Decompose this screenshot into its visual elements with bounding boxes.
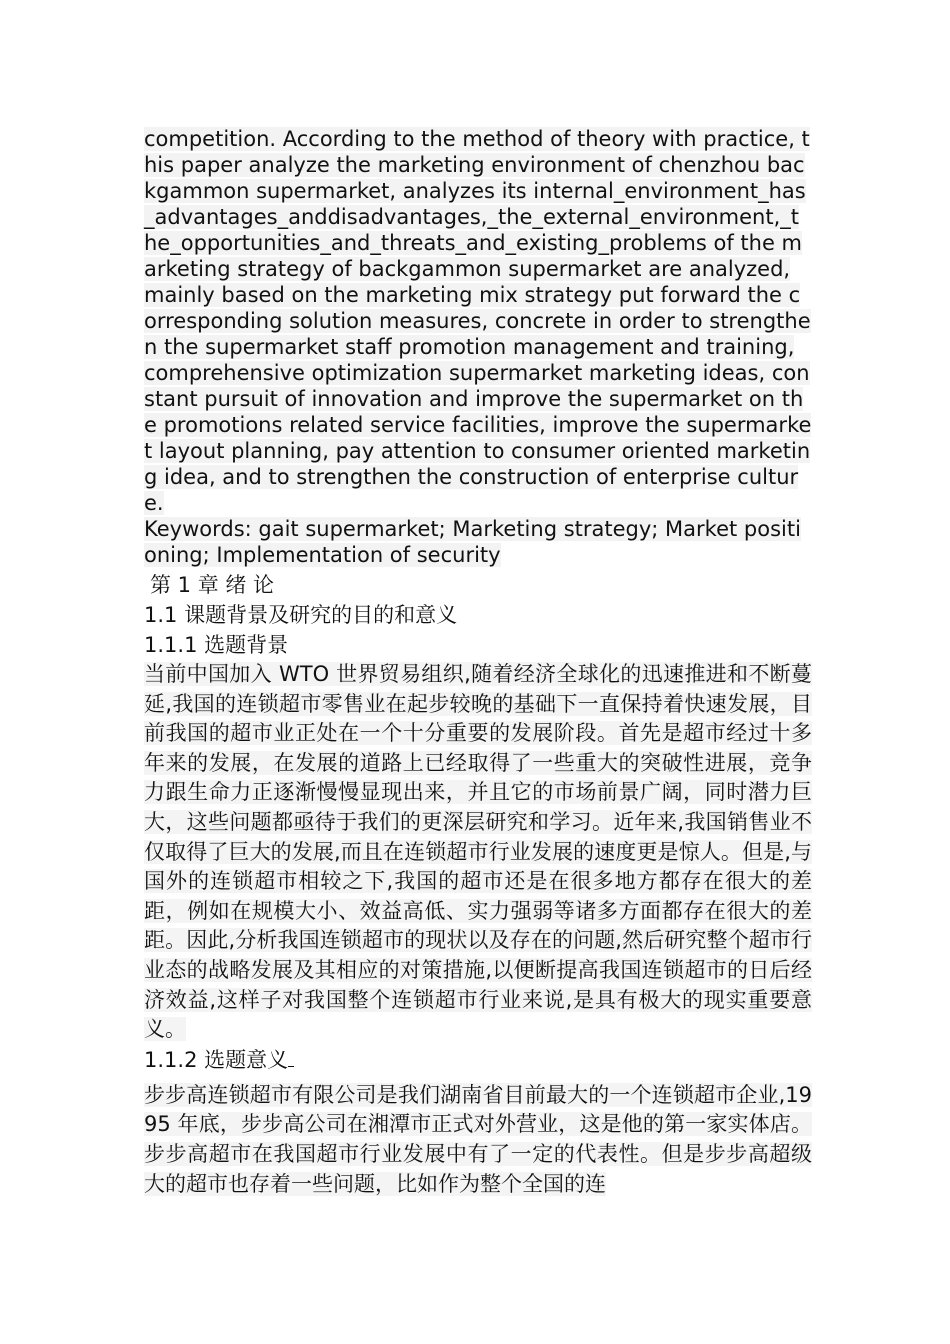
section-title-1-1-2-row	[144, 1045, 812, 1075]
paragraph-background	[144, 660, 812, 1045]
section-title-1-1-2: 1.1.2 选题意义	[144, 1047, 289, 1072]
paragraph-significance-text: 步步高连锁超市有限公司是我们湖南省目前最大的一个连锁超市企业,1995 年底，步步高公司在湘潭市正式对外营业，这是他的第一家实体店。步步高超市在我国超市行业发展中有了一定的代表性。但是步步高超级大的超市也存着一些问题，比如作为整个全国的连	[144, 1082, 812, 1196]
abstract-english-text: competition. According to the method of theory with practice, this paper analyze the marketing environment of chenzhou backgammon supermarket, analyzes its internal_environment_has_advantages_anddisadvantages,_the_external_environment,_the_opportunities_and_threats_and_existing_problems of the marketing strategy of backgammon supermarket are analyzed, mainly based on the marketing mix strategy put forward the corresponding solution measures, concrete in order to strengthen the supermarket staff promotion management and training, comprehensive optimization supermarket marketing ideas, constant pursuit of innovation and improve the supermarket on the promotions related service facilities, improve the supermarket layout planning, pay attention to consumer oriented marketing idea, and to strengthen the construction of enterprise culture.	[144, 127, 812, 515]
paragraph-significance	[144, 1081, 812, 1199]
paragraph-background-text: 当前中国加入 WTO 世界贸易组织,随着经济全球化的迅速推进和不断蔓延,我国的连锁超市零售业在起步较晚的基础下一直保持着快速发展，目前我国的超市业正处在一个十分重要的发展阶段。首先是超市经过十多年来的发展，在发展的道路上已经取得了一些重大的突破性进展，竞争力跟生命力正逐渐慢慢显现出来，并且它的市场前景广阔，同时潜力巨大，这些问题都亟待于我们的更深层研究和学习。近年来,我国销售业不仅取得了巨大的发展,而且在连锁超市行业发展的速度更是惊人。但是,与国外的连锁超市相较之下,我国的超市还是在很多地方都存在很大的差距，例如在规模大小、效益高低、实力强弱等诸多方面都存在很大的差距。因此,分析我国连锁超市的现状以及存在的问题,然后研究整个超市行业态的战略发展及其相应的对策措施,以便断提高我国连锁超市的日后经济效益,这样子对我国整个连锁超市行业来说,是具有极大的现实重要意义。	[144, 662, 812, 1042]
chapter-title: 第 1 章 绪 论	[150, 573, 275, 597]
text-cursor-mark	[288, 1048, 294, 1067]
section-title-1-1-1: 1.1.1 选题背景	[144, 633, 289, 657]
keywords-text: Keywords: gait supermarket; Marketing strategy; Market positioning; Implementation of security	[144, 517, 801, 567]
abstract-keywords	[144, 516, 812, 568]
section-title-1-1: 1.1 课题背景及研究的目的和意义	[144, 603, 458, 627]
abstract-english-body	[144, 126, 812, 516]
document-page	[144, 126, 812, 1199]
